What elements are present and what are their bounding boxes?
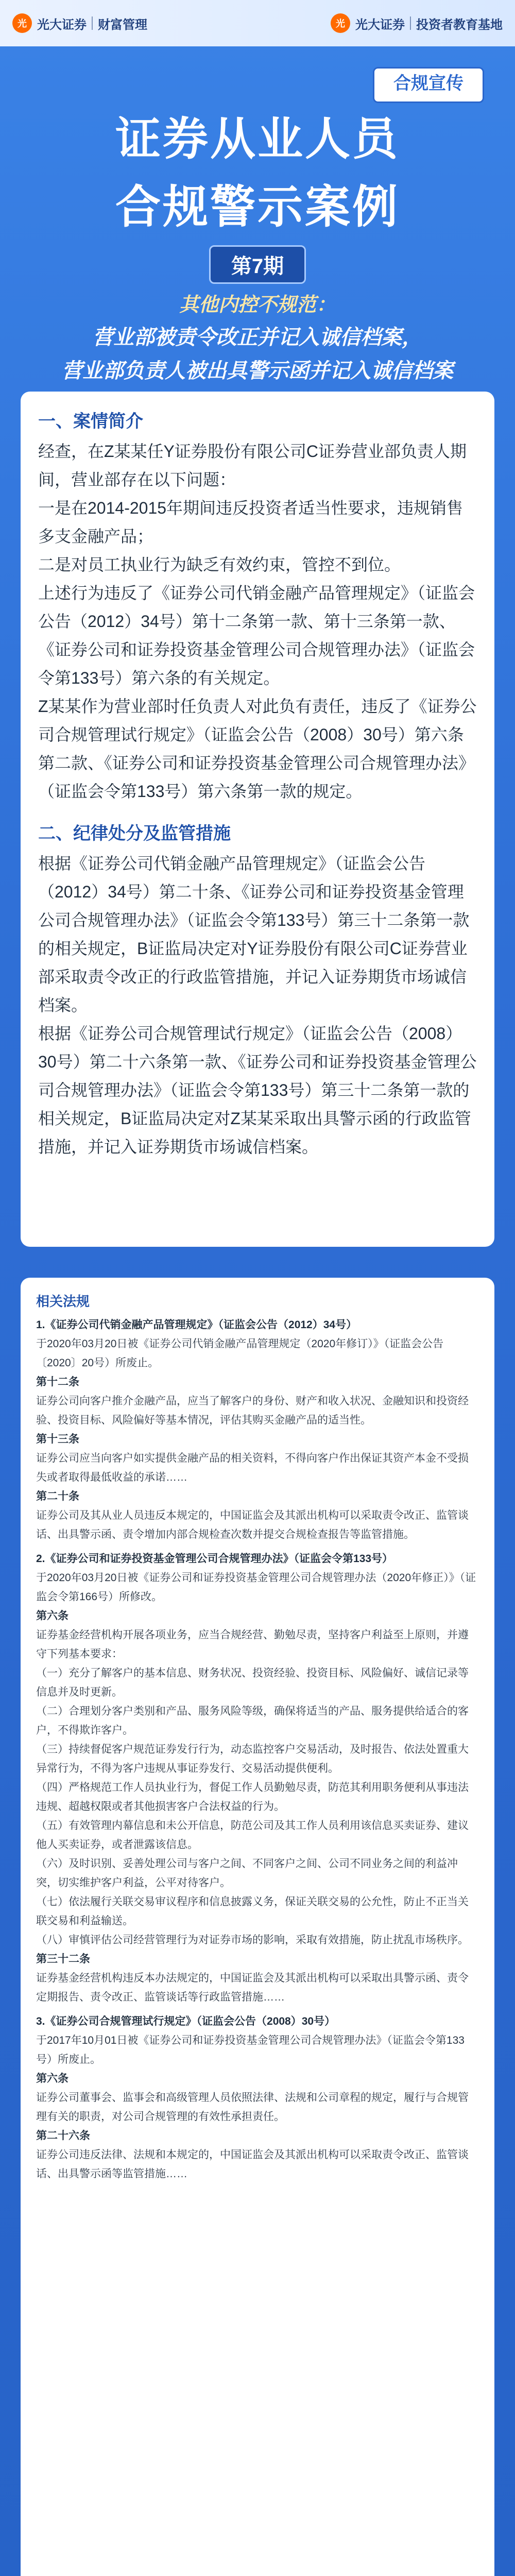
regulation-paragraph: （五）有效管理内幕信息和未公开信息，防范公司及其工作人员利用该信息买卖证券、建议他人买卖证券，或者泄露该信息。 (36, 1820, 469, 1851)
regulation-paragraph: 3.《证券公司合规管理试行规定》（证监会公告（2008）30号） (36, 2015, 336, 2027)
regulation-paragraph: 证券公司董事会、监事会和高级管理人员依照法律、法规和公司章程的规定，履行与合规管理有关的职责，对公司合规管理的有效性承担责任。 (36, 2092, 469, 2123)
case-card (21, 392, 494, 1247)
regulation-paragraph: 证券公司及其从业人员违反本规定的，中国证监会及其派出机构可以采取责令改正、监管谈话、出具警示函、责令增加内部合规检查次数并提交合规检查报告等监管措施。 (36, 1510, 469, 1540)
regulation-paragraph: 第六条 (36, 2073, 68, 2084)
regulation-paragraph: 证券公司违反法律、法规和本规定的，中国证监会及其派出机构可以采取责令改正、监管谈话、出具警示函等监管措施…… (36, 2149, 469, 2180)
subtitle-line1: 营业部被责令改正并记入诚信档案， (93, 326, 422, 349)
regulations-body (36, 1315, 479, 2183)
regulation-paragraph: 第二十六条 (36, 2130, 90, 2142)
case-paragraph: 一是在2014-2015年期间违反投资者适当性要求，违规销售多支金融产品； (38, 499, 464, 546)
regulation-paragraph: （七）依法履行关联交易审议程序和信息披露义务，保证关联交易的公允性，防止不正当关联交易和利益输送。 (36, 1896, 469, 1927)
case-paragraph: 经查，在Z某某任Y证券股份有限公司C证券营业部负责人期间，营业部存在以下问题： (38, 442, 467, 489)
measures-paragraph: 根据《证券公司合规管理试行规定》（证监会公告（2008）30号）第二十六条第一款、《证券公司和证券投资基金管理公司合规管理办法》（证监会令第133号）第三十二条第一款的相关规定，B证监局决定对Z某某采取出具警示函的行政监管措施，并记入证券期货市场诚信档案。 (38, 1024, 477, 1156)
left-channel-name: 财富管理 (98, 18, 147, 32)
left-brand-name: 光大证券 (37, 18, 87, 32)
case-paragraph: 上述行为违反了《证券公司代销金融产品管理规定》（证监会公告（2012）34号）第十二条第一款、第十三条第一款、《证券公司和证券投资基金管理公司合规管理办法》（证监会令第133号）第六条的有关规定。 (38, 584, 475, 687)
everbright-logo-icon: 光 (12, 13, 32, 33)
regulation-paragraph: 第十三条 (36, 1433, 79, 1445)
subtitle-block (0, 289, 515, 384)
page-title-line2: 合规警示案例 (115, 181, 400, 232)
regulations-title: 相关法规 (36, 1294, 90, 1309)
measures-paragraph: 根据《证券公司代销金融产品管理规定》（证监会公告（2012）34号）第二十条、《证券公司和证券投资基金管理公司合规管理办法》（证监会令第133号）第三十二条第一款的相关规定，B证监局决定对Y证券股份有限公司C证券营业部采取责令改正的行政监管措施，并记入证券期货市场诚信档案。 (38, 854, 470, 1014)
regulation-paragraph: 2.《证券公司和证券投资基金管理公司合规管理办法》（证监会令第133号） (36, 1553, 393, 1565)
case-paragraph: Z某某作为营业部时任负责人对此负有责任，违反了《证券公司合规管理试行规定》（证监会公告（2008）30号）第六条第二款、《证券公司和证券投资基金管理公司合规管理办法》（证监会令第133号）第六条第一款的规定。 (38, 697, 477, 801)
left-brand[interactable] (12, 13, 147, 33)
regulation-paragraph: 第六条 (36, 1610, 68, 1622)
right-channel-name: 投资者教育基地 (416, 18, 503, 32)
everbright-logo-icon-right: 光 (331, 13, 350, 33)
top-bar (0, 0, 515, 46)
measures-section-body (38, 850, 477, 1161)
case-section-title: 一、案情简介 (38, 412, 143, 431)
subtitle-line2: 营业部负责人被出具警示函并记入诚信档案 (62, 360, 453, 382)
case-section-body (38, 437, 477, 806)
regulation-paragraph: 证券公司应当向客户如实提供金融产品的相关资料，不得向客户作出保证其资产本金不受损失或者取得最低收益的承诺…… (36, 1452, 469, 1483)
right-brand[interactable] (331, 13, 503, 33)
case-paragraph: 二是对员工执业行为缺乏有效约束，管控不到位。 (38, 555, 401, 574)
measures-section-title: 二、纪律处分及监管措施 (38, 824, 231, 843)
regulation-paragraph: 于2020年03月20日被《证券公司和证券投资基金管理公司合规管理办法（2020年修正）》（证监会令第166号）所修改。 (36, 1572, 476, 1603)
regulation-paragraph: （一）充分了解客户的基本信息、财务状况、投资经验、投资目标、风险偏好、诚信记录等信息并及时更新。 (36, 1667, 469, 1698)
right-brand-name: 光大证券 (355, 18, 405, 32)
page-title-line1: 证券从业人员 (115, 113, 400, 164)
title-block (0, 103, 515, 284)
regulation-paragraph: 于2017年10月01日被《证券公司和证券投资基金管理公司合规管理办法》（证监会令第133号）所废止。 (36, 2035, 465, 2065)
regulation-paragraph: 1.《证券公司代销金融产品管理规定》（证监会公告（2012）34号） (36, 1319, 357, 1331)
regulation-paragraph: 证券基金经营机构违反本办法规定的，中国证监会及其派出机构可以采取出具警示函、责令定期报告、责令改正、监管谈话等行政监管措施…… (36, 1972, 469, 2003)
regulation-paragraph: 第十二条 (36, 1376, 79, 1388)
brand-divider-right (410, 16, 411, 30)
brand-divider (92, 16, 93, 30)
regulation-paragraph: （二）合理划分客户类别和产品、服务风险等级，确保将适当的产品、服务提供给适合的客户，不得欺诈客户。 (36, 1705, 469, 1736)
subtitle-prefix: 其他内控不规范： (179, 294, 336, 316)
promo-tag: 合规宣传 (373, 67, 484, 103)
regulation-paragraph: 证券基金经营机构开展各项业务，应当合规经营、勤勉尽责，坚持客户利益至上原则，并遵守下列基本要求： (36, 1629, 469, 1660)
regulation-paragraph: （八）审慎评估公司经营管理行为对证券市场的影响，采取有效措施，防止扰乱市场秩序。 (36, 1934, 469, 1946)
episode-badge: 第7期 (209, 245, 306, 284)
regulation-paragraph: 证券公司向客户推介金融产品，应当了解客户的身份、财产和收入状况、金融知识和投资经验、投资目标、风险偏好等基本情况，评估其购买金融产品的适当性。 (36, 1395, 469, 1426)
regulation-paragraph: （三）持续督促客户规范证券发行行为，动态监控客户交易活动，及时报告、依法处置重大异常行为，不得为客户违规从事证券发行、交易活动提供便利。 (36, 1743, 469, 1774)
regulation-paragraph: 于2020年03月20日被《证券公司代销金融产品管理规定（2020年修订）》（证监会公告〔2020〕20号）所废止。 (36, 1338, 444, 1369)
regulations-card (21, 1278, 494, 2576)
regulation-paragraph: （六）及时识别、妥善处理公司与客户之间、不同客户之间、公司不同业务之间的利益冲突，切实维护客户利益，公平对待客户。 (36, 1858, 458, 1889)
regulation-paragraph: 第二十条 (36, 1490, 79, 1502)
regulation-paragraph: 第三十二条 (36, 1953, 90, 1965)
regulation-paragraph: （四）严格规范工作人员执业行为，督促工作人员勤勉尽责，防范其利用职务便利从事违法违规、超越权限或者其他损害客户合法权益的行为。 (36, 1782, 469, 1812)
